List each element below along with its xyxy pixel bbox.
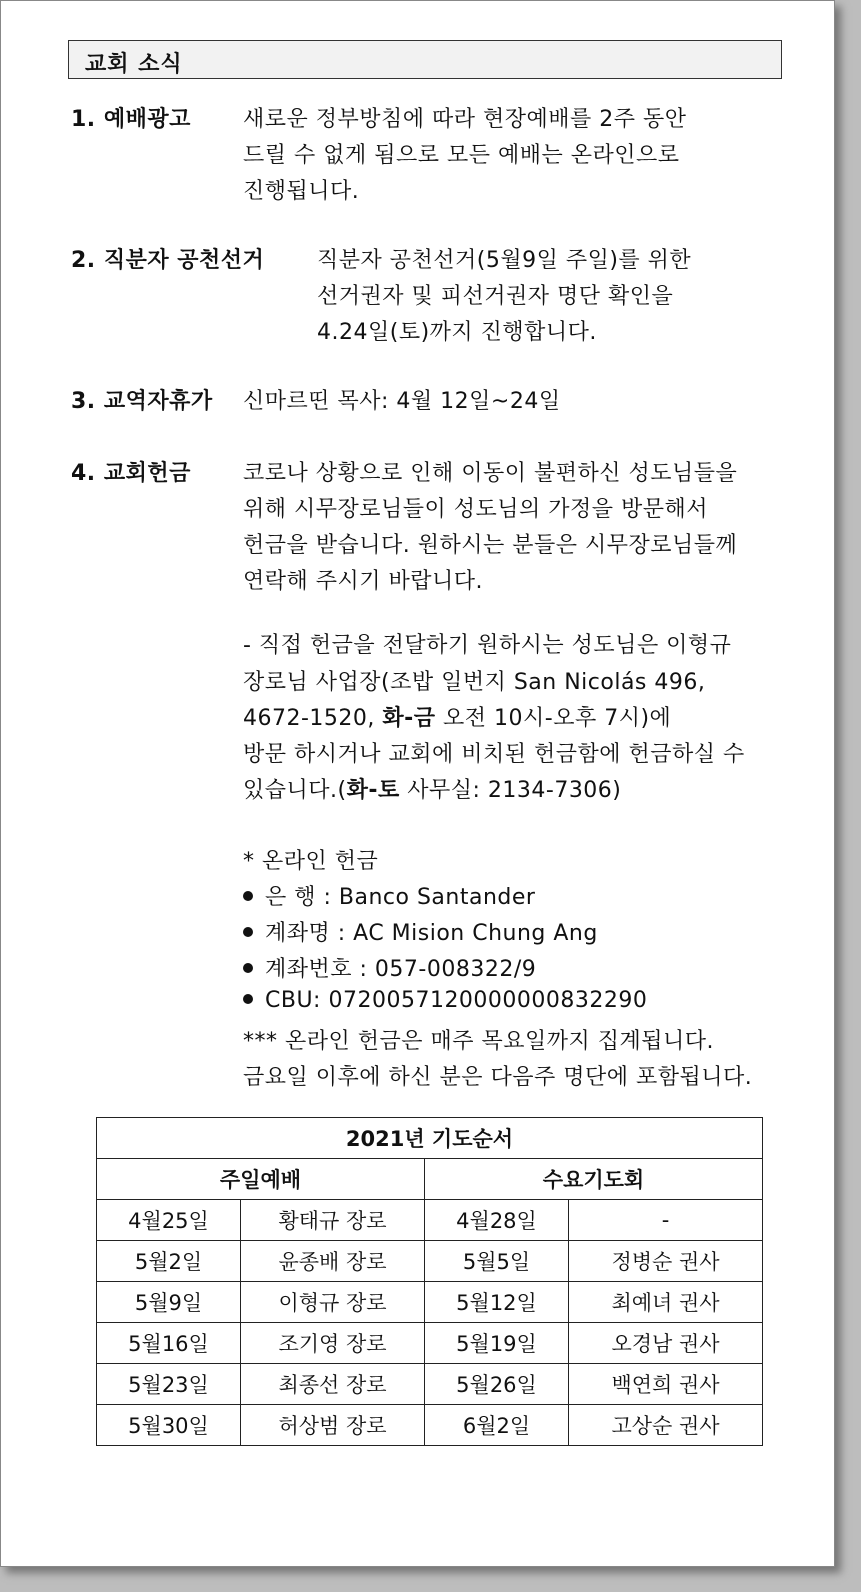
wednesday-date: 5월19일 [425,1323,569,1364]
table-row [97,1405,763,1446]
item-4-line: 연락해 주시기 바랍니다. [243,569,484,594]
wednesday-prayer-header: 수요기도회 [425,1159,763,1200]
direct-offering-line [243,701,671,732]
schedule-body [97,1200,763,1446]
direct-offering-days: 화-금 [382,706,436,731]
item-2-line: 선거권자 및 피선거권자 명단 확인을 [317,284,674,309]
wednesday-date: 4월28일 [425,1200,569,1241]
cbu-text: CBU: 0720057120000000832290 [265,988,648,1013]
sunday-date: 5월2일 [97,1241,241,1282]
sunday-elder: 조기영 장로 [241,1323,425,1364]
item-1-title: 1. 예배광고 [71,107,191,132]
item-2-title: 2. 직분자 공천선거 [71,248,265,273]
account-number-line [243,952,536,983]
wednesday-deaconess: 백연희 권사 [569,1364,763,1405]
wednesday-date: 5월12일 [425,1282,569,1323]
wednesday-deaconess: 최예녀 권사 [569,1282,763,1323]
direct-offering-text: 있습니다.( [243,778,347,803]
bank-text: 은 행 : Banco Santander [265,885,536,910]
sunday-date: 5월23일 [97,1364,241,1405]
direct-offering-line: 방문 하시거나 교회에 비치된 헌금함에 헌금하실 수 [243,742,745,767]
prayer-schedule-table [96,1117,763,1446]
sunday-service-header: 주일예배 [97,1159,425,1200]
item-4-line: 코로나 상황으로 인해 이동이 불편하신 성도님들을 [243,461,738,486]
sunday-date: 5월9일 [97,1282,241,1323]
direct-offering-text: 4672-1520, [243,706,383,731]
item-1-line: 진행됩니다. [243,179,360,204]
account-name-line [243,916,598,947]
item-2-line: 직분자 공천선거(5월9일 주일)를 위한 [317,248,692,273]
bank-line [243,880,535,911]
item-4-line: 위해 시무장로님들이 성도님의 가정을 방문해서 [243,497,709,522]
item-4-line: 헌금을 받습니다. 원하시는 분들은 시무장로님들께 [243,533,738,558]
online-note: *** 온라인 헌금은 매주 목요일까지 집계됩니다. [243,1029,714,1054]
sunday-date: 4월25일 [97,1200,241,1241]
wednesday-deaconess: - [569,1200,763,1241]
wednesday-date: 5월26일 [425,1364,569,1405]
cbu-line [243,988,647,1013]
section-header [68,40,782,79]
wednesday-deaconess: 오경남 권사 [569,1323,763,1364]
online-note: 금요일 이후에 하신 분은 다음주 명단에 포함됩니다. [243,1065,753,1090]
item-2-line: 4.24일(토)까지 진행합니다. [317,320,597,345]
direct-offering-line [243,773,621,804]
table-row [97,1323,763,1364]
office-days: 화-토 [346,778,400,803]
direct-offering-text: 오전 10시-오후 7시)에 [435,706,672,731]
wednesday-deaconess: 정병순 권사 [569,1241,763,1282]
table-row [97,1282,763,1323]
bullet-icon [243,891,253,901]
online-heading: * 온라인 헌금 [243,849,379,874]
wednesday-date: 5월5일 [425,1241,569,1282]
sunday-elder: 허상범 장로 [241,1405,425,1446]
item-3-title: 3. 교역자휴가 [71,389,213,414]
sunday-date: 5월16일 [97,1323,241,1364]
table-row [97,1241,763,1282]
section-title: 교회 소식 [85,52,183,77]
item-3-line: 신마르띤 목사: 4월 12일~24일 [243,389,561,414]
bullet-icon [243,994,253,1004]
bullet-icon [243,927,253,937]
sunday-elder: 황태규 장로 [241,1200,425,1241]
direct-offering-line: 장로님 사업장(조밥 일번지 San Nicolás 496, [243,670,706,695]
wednesday-deaconess: 고상순 권사 [569,1405,763,1446]
item-4-title: 4. 교회헌금 [71,461,191,486]
account-number-text: 계좌번호 : 057-008322/9 [265,957,537,982]
sunday-elder: 이형규 장로 [241,1282,425,1323]
account-name-text: 계좌명 : AC Mision Chung Ang [265,921,598,946]
sunday-date: 5월30일 [97,1405,241,1446]
item-1-line: 드릴 수 없게 됨으로 모든 예배는 온라인으로 [243,143,680,168]
table-row [97,1364,763,1405]
item-1-line: 새로운 정부방침에 따라 현장예배를 2주 동안 [243,107,687,132]
direct-offering-text: 사무실: 2134-7306) [399,778,622,803]
sunday-elder: 최종선 장로 [241,1364,425,1405]
wednesday-date: 6월2일 [425,1405,569,1446]
sunday-elder: 윤종배 장로 [241,1241,425,1282]
schedule-title: 2021년 기도순서 [97,1118,763,1159]
direct-offering-line: - 직접 헌금을 전달하기 원하시는 성도님은 이형규 [243,633,732,658]
bullet-icon [243,963,253,973]
table-row [97,1200,763,1241]
